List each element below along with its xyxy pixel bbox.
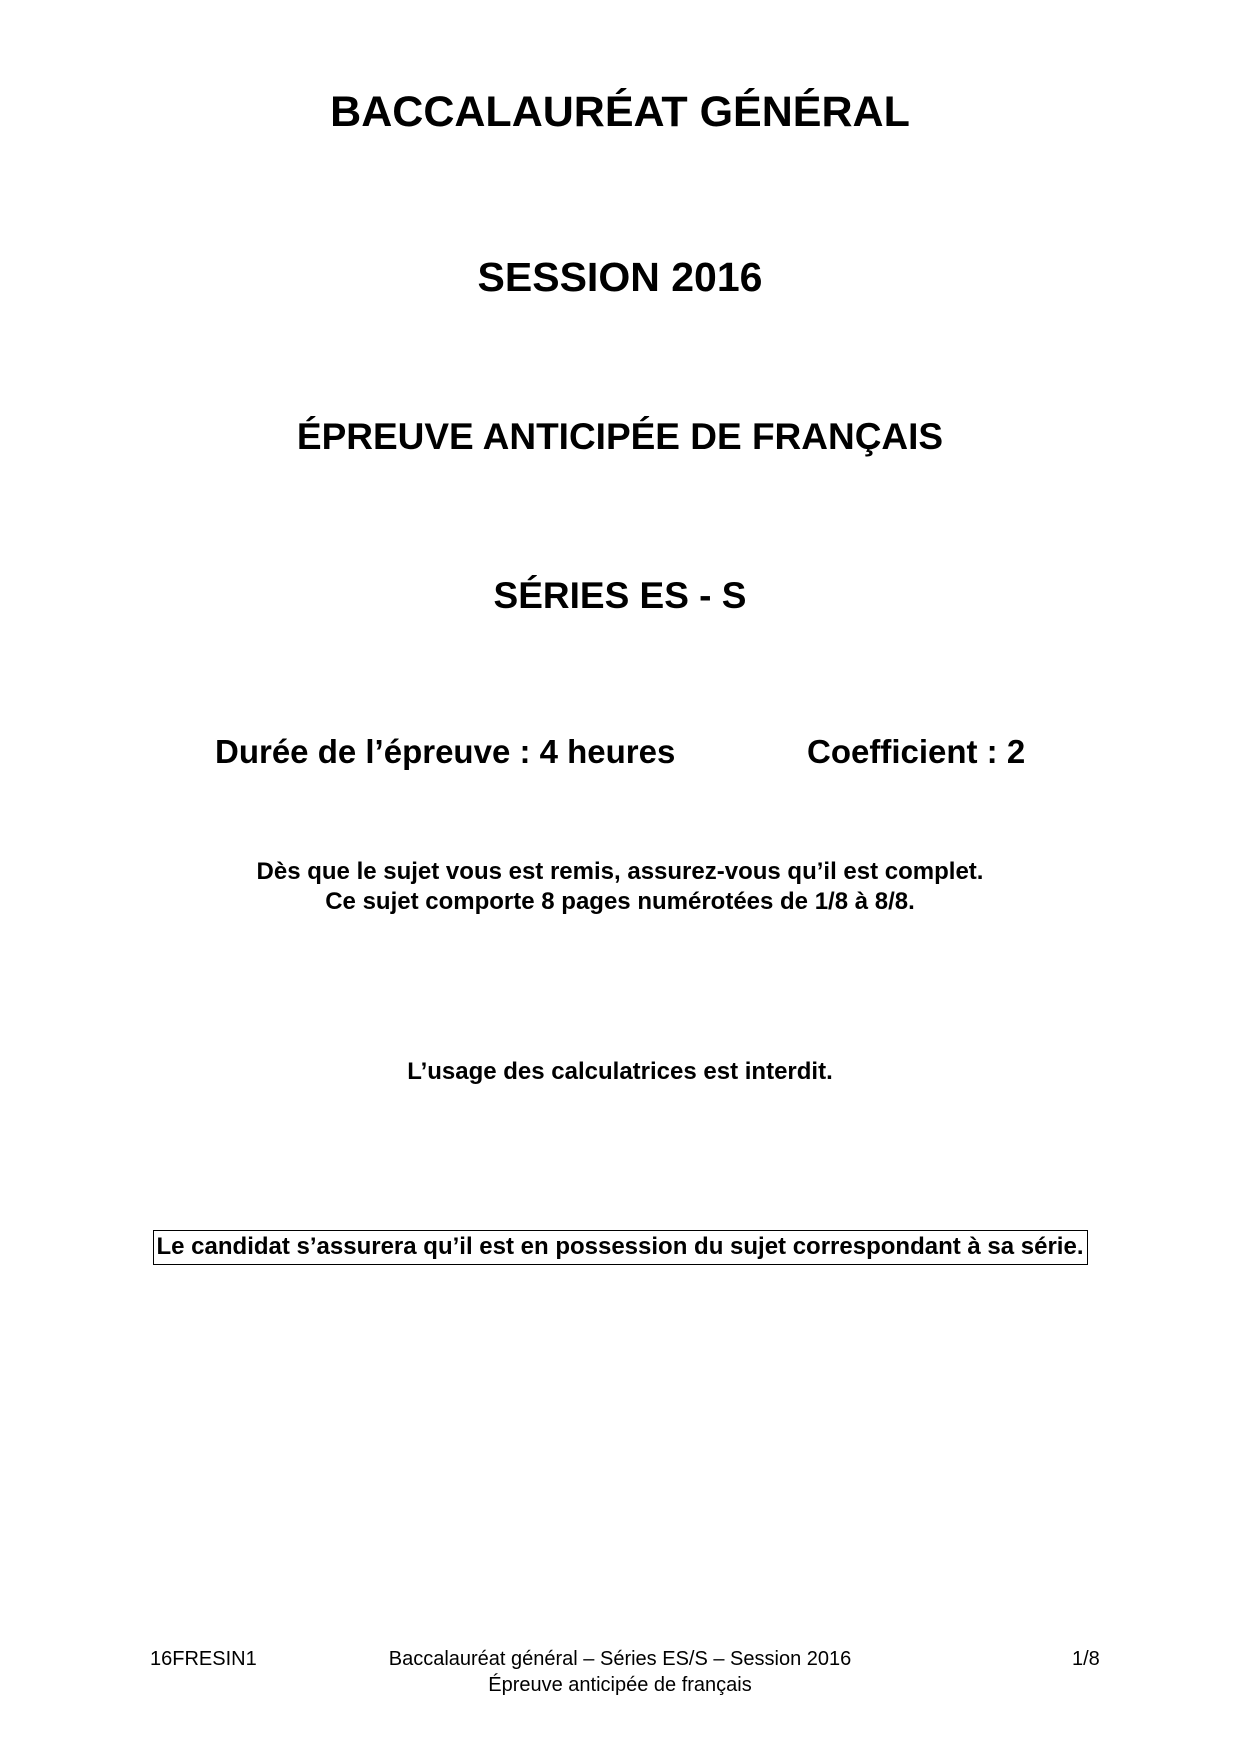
series-heading: SÉRIES ES - S <box>493 575 747 616</box>
instructions-block <box>0 857 1240 917</box>
duree-epreuve: Durée de l’épreuve : 4 heures <box>215 733 676 770</box>
instruction-pages: Ce sujet comporte 8 pages numérotées de 1/8 à 8/8. <box>325 888 915 915</box>
epreuve-heading: ÉPREUVE ANTICIPÉE DE FRANÇAIS <box>296 416 944 457</box>
session-heading: SESSION 2016 <box>477 254 763 300</box>
exam-title: BACCALAURÉAT GÉNÉRAL <box>330 88 910 136</box>
calculatrices-notice: L’usage des calculatrices est interdit. <box>407 1058 833 1085</box>
footer-line-1: Baccalauréat général – Séries ES/S – Session 2016 <box>388 1648 852 1670</box>
footer-description <box>0 1646 1240 1698</box>
footer-code: 16FRESIN1 <box>150 1648 257 1670</box>
footer-line-2: Épreuve anticipée de français <box>488 1674 752 1696</box>
serie-notice-box: Le candidat s’assurera qu’il est en possession du sujet correspondant à sa série. <box>153 1230 1088 1265</box>
coefficient: Coefficient : 2 <box>807 733 1026 770</box>
instruction-complete: Dès que le sujet vous est remis, assurez-vous qu’il est complet. <box>256 858 984 885</box>
page-number: 1/8 <box>1072 1648 1100 1670</box>
boxed-notice-wrapper <box>0 1230 1240 1265</box>
